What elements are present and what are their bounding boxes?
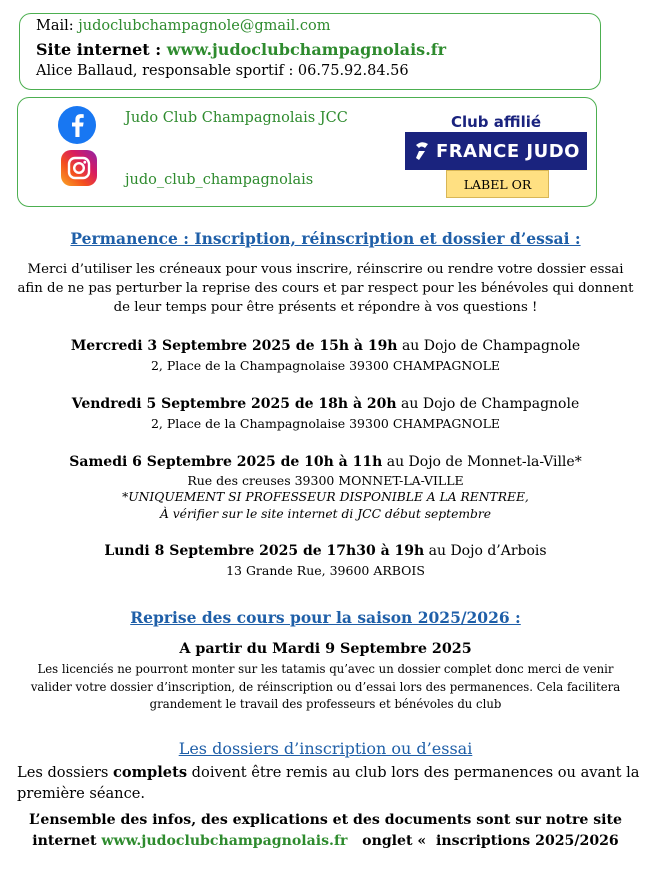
permanence-intro-line-3: de leur temps pour être présents et répondre à vos questions !	[113, 300, 538, 315]
reprise-date: A partir du Mardi 9 Septembre 2025	[179, 641, 472, 657]
badge-title: Club affilié	[450, 113, 542, 131]
session-1-address: 2, Place de la Champagnolaise 39300 CHAMPAGNOLE	[150, 358, 501, 373]
dossiers-line-4: internet www.judoclubchampagnolais.fr onglet « inscriptions 2025/2026	[32, 833, 619, 849]
france-judo-logo	[405, 132, 587, 170]
session-2-title: Vendredi 5 Septembre 2025 de 18h à 20h au Dojo de Champagnole	[71, 396, 580, 412]
reprise-text-line-2: valider votre dossier d’inscription, de réinscription ou d’essai lors des permanences. Cela facilitera	[30, 680, 621, 694]
session-3-title: Samedi 6 Septembre 2025 de 10h à 11h au Dojo de Monnet-la-Ville*	[69, 454, 582, 470]
dossiers-line-2: première séance.	[17, 785, 146, 802]
reprise-heading: Reprise des cours pour la saison 2025/2026 :	[130, 608, 521, 627]
session-3-address: Rue des creuses 39300 MONNET-LA-VILLE	[187, 473, 464, 488]
instagram-name[interactable]: judo_club_champagnolais	[125, 172, 314, 188]
permanence-intro-line-1: Merci d’utiliser les créneaux pour vous inscrire, réinscrire ou rendre votre dossier essai	[27, 262, 624, 277]
responsible-line: Alice Ballaud, responsable sportif : 06.75.92.84.56	[36, 63, 409, 79]
federation-name: FRANCE JUDO	[436, 140, 580, 162]
dossiers-line-1: Les dossiers complets doivent être remis au club lors des permanences ou avant la	[17, 764, 640, 781]
mail-link[interactable]: judoclubchampagnole@gmail.com	[78, 18, 331, 34]
label-or-badge: LABEL OR	[446, 170, 549, 198]
mail-line	[36, 18, 331, 34]
permanence-intro-line-2: afin de ne pas perturber la reprise des cours et par respect pour les bénévoles qui donnent	[17, 281, 634, 296]
dossiers-site-link[interactable]: www.judoclubchampagnolais.fr	[101, 833, 348, 849]
session-4-title: Lundi 8 Septembre 2025 de 17h30 à 19h au Dojo d’Arbois	[104, 543, 547, 559]
reprise-text-line-1: Les licenciés ne pourront monter sur les tatamis qu’avec un dossier complet donc merci de venir	[37, 662, 614, 676]
session-1-title: Mercredi 3 Septembre 2025 de 15h à 19h au Dojo de Champagnole	[70, 338, 581, 354]
session-4-address: 13 Grande Rue, 39600 ARBOIS	[226, 563, 425, 578]
dossiers-line-3: L’ensemble des infos, des explications et des documents sont sur notre site	[28, 812, 623, 828]
site-link[interactable]: www.judoclubchampagnolais.fr	[166, 40, 447, 59]
dossiers-heading: Les dossiers d’inscription ou d’essai	[178, 739, 473, 758]
facebook-icon[interactable]	[58, 106, 96, 144]
reprise-text-line-3: grandement le travail des professeurs et bénévoles du club	[149, 697, 502, 711]
permanence-heading: Permanence : Inscription, réinscription et dossier d’essai :	[70, 229, 581, 248]
session-3-note-2: À vérifier sur le site internet di JCC début septembre	[159, 507, 492, 521]
site-line	[36, 40, 446, 59]
session-2-address: 2, Place de la Champagnolaise 39300 CHAMPAGNOLE	[150, 416, 501, 431]
mail-label: Mail:	[36, 18, 79, 34]
instagram-icon[interactable]	[61, 150, 97, 186]
facebook-name[interactable]: Judo Club Champagnolais JCC	[125, 110, 348, 126]
site-label: Site internet :	[36, 40, 167, 59]
session-3-note-1: *UNIQUEMENT SI PROFESSEUR DISPONIBLE A LA RENTREE,	[122, 490, 529, 504]
